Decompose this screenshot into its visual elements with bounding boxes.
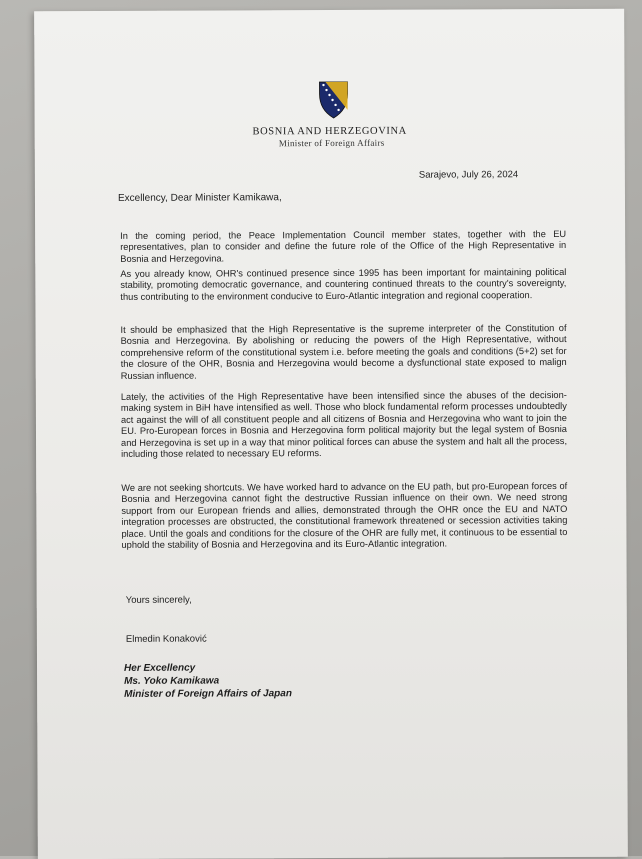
letter-page [34, 9, 628, 859]
salutation: Excellency, Dear Minister Kamikawa, [117, 192, 282, 204]
paragraph-2: As you already know, OHR's continued presence since 1995 has been important for maintaining political stability, promoting democratic governance, and countering continued threats to the country's sovereignty, thus contributing to the environment conducive to Euro-Atlantic integration and regional cooperation. [120, 266, 567, 302]
paragraph-4: Lately, the activities of the High Representative have been intensified since the abuses of the decision-making system in BiH have intensified as well. Those who block fundamental reform processes undoubtedly act against the will of all constituent people and all citizens of Bosnia and Herzegovina who want to join the EU. Pro-European forces in Bosnia and Herzegovina form political majority but the legal system of Bosnia and Herzegovina is set up in a way that minor political forces can abuse the system and halt all the process, including those related to necessary EU reforms. [120, 389, 568, 459]
paragraph-3: It should be emphasized that the High Representative is the supreme interpreter of the Constitution of Bosnia and Herzegovina. By abolishing or reducing the powers of the High Representative, without comprehensive reform of the constitutional system i.e. before meeting the goals and conditions (5+2) set for the closure of the OHR, Bosnia and Herzegovina would become a dysfunctional state exposed to malign Russian influence. [120, 322, 567, 381]
addressee-block [124, 661, 292, 701]
closing: Yours sincerely, [125, 594, 192, 606]
letter-date: Sarajevo, July 26, 2024 [418, 169, 519, 181]
addressee-position: Minister of Foreign Affairs of Japan [124, 688, 292, 700]
addressee-title: Her Excellency [123, 662, 196, 674]
letterhead-ministry: Minister of Foreign Affairs [278, 137, 385, 149]
coat-of-arms-icon [317, 80, 349, 120]
coat-of-arms-graphic [317, 80, 349, 120]
addressee-name: Ms. Yoko Kamikawa [124, 675, 220, 687]
letterhead-country: BOSNIA AND HERZEGOVINA [252, 125, 407, 138]
signer-name: Elmedin Konaković [125, 633, 207, 645]
paragraph-5: We are not seeking shortcuts. We have worked hard to advance on the EU path, but pro-European forces of Bosnia and Herzegovina cannot fight the destructive Russian influence on their own. We need strong support from our European friends and allies, demonstrated through the OHR once the EU and NATO integration processes are obstructed, the constitutional framework threatened or secession activities taking place. Until the goals and conditions for the closure of the OHR are fully met, it continuous to be essential to uphold the stability of Bosnia and Herzegovina and its Euro-Atlantic integration. [121, 480, 568, 550]
paragraph-1: In the coming period, the Peace Implementation Council member states, together with the EU representatives, plan to consider and define the future role of the Office of the High Representative in Bosnia and Herzegovina. [120, 228, 567, 264]
